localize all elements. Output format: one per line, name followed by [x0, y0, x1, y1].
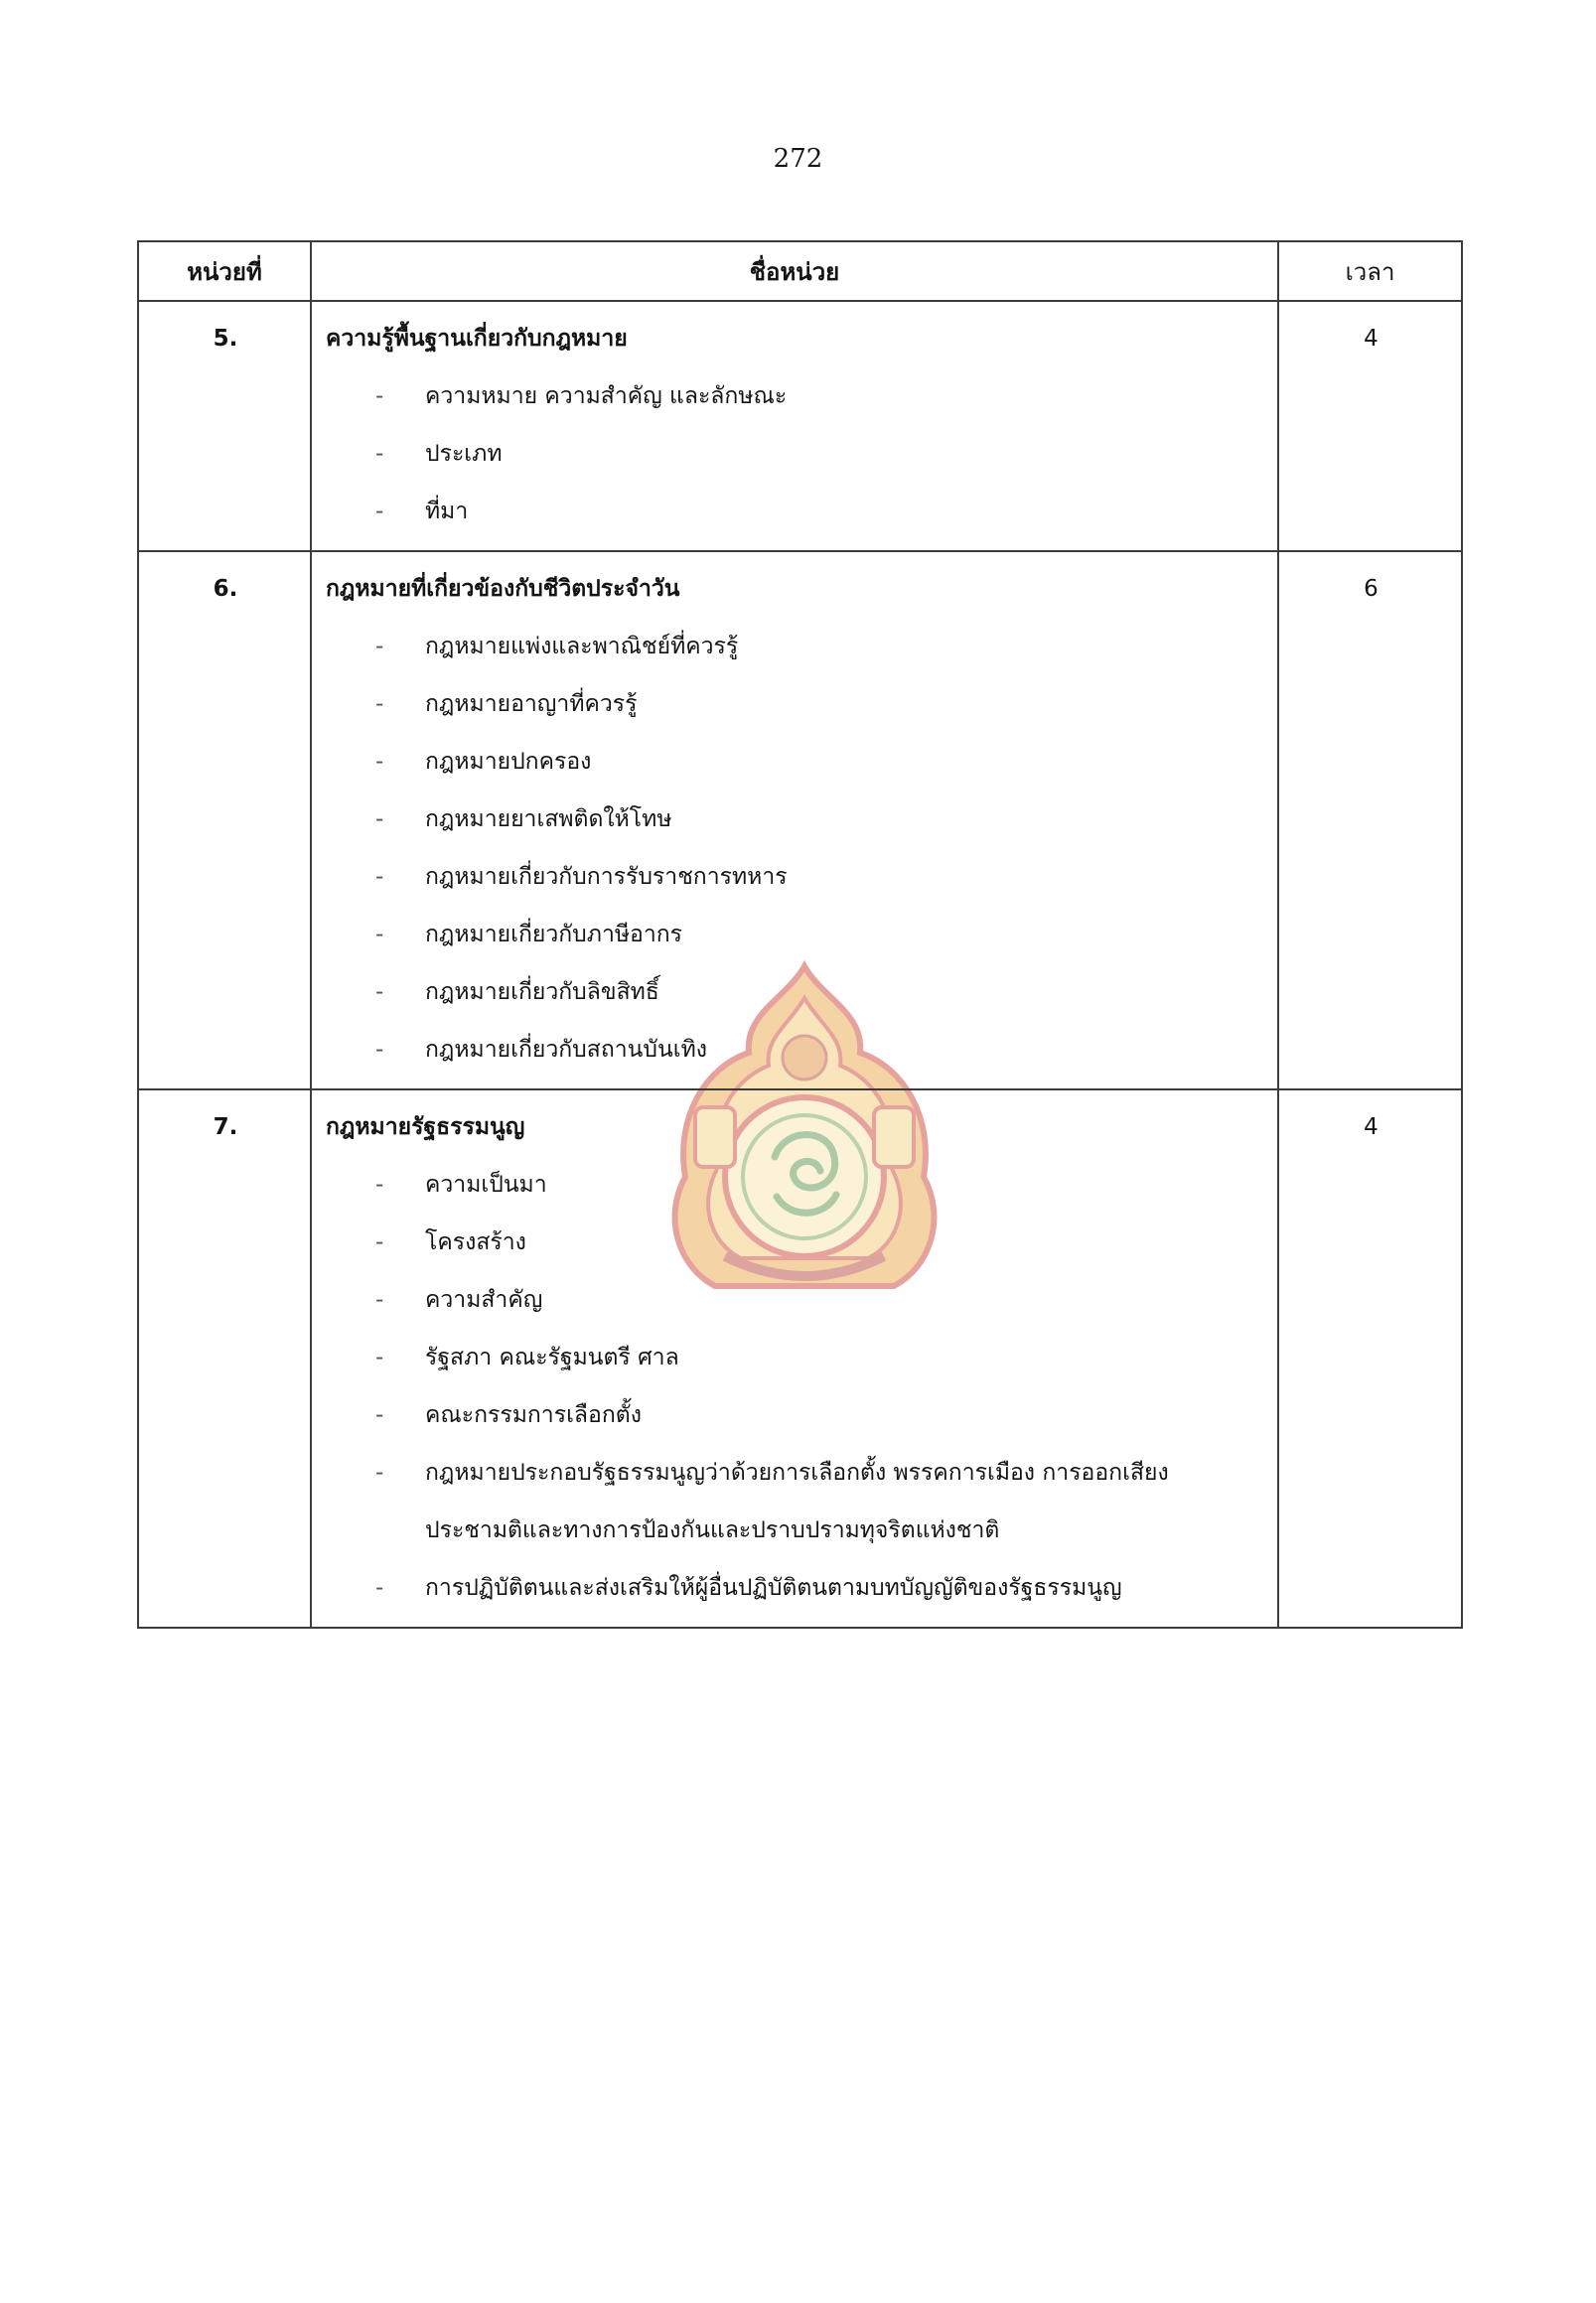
list-item: - รัฐสภา คณะรัฐมนตรี ศาล: [375, 1329, 1265, 1386]
list-item: - กฎหมายเกี่ยวกับลิขสิทธิ์: [375, 963, 1265, 1021]
unit-title: กฎหมายที่เกี่ยวข้องกับชีวิตประจำวัน: [326, 576, 680, 602]
list-item: - ความหมาย ความสำคัญ และลักษณะ: [375, 367, 1265, 425]
table-header-row: [138, 241, 1462, 301]
list-item: - ที่มา: [375, 483, 1265, 540]
course-units-table: [137, 240, 1463, 1629]
list-item: - คณะกรรมการเลือกตั้ง: [375, 1386, 1265, 1444]
unit-title: ความรู้พื้นฐานเกี่ยวกับกฎหมาย: [326, 326, 628, 352]
list-item: - กฎหมายปกครอง: [375, 733, 1265, 791]
page-number: 272: [773, 144, 823, 174]
topic-list: [326, 618, 1265, 1079]
list-item: - ความสำคัญ: [375, 1271, 1265, 1329]
unit-title: กฎหมายรัฐธรรมนูญ: [326, 1114, 525, 1140]
table-row: [138, 301, 1462, 551]
list-item: - กฎหมายเกี่ยวกับการรับราชการทหาร: [375, 848, 1265, 906]
list-item: - กฎหมายแพ่งและพาณิชย์ที่ควรรู้: [375, 618, 1265, 675]
unit-content: [311, 301, 1278, 551]
unit-content: [311, 551, 1278, 1089]
list-item: - กฎหมายยาเสพติดให้โทษ: [375, 791, 1265, 848]
unit-column-header: หน่วยที่: [138, 241, 311, 301]
list-item: - ประเภท: [375, 425, 1265, 483]
time-column-header: เวลา: [1278, 241, 1462, 301]
name-column-header: ชื่อหน่วย: [311, 241, 1278, 301]
unit-number: 5.: [138, 301, 311, 551]
unit-hours: 4: [1278, 1089, 1462, 1628]
unit-hours: 4: [1278, 301, 1462, 551]
list-item: - กฎหมายเกี่ยวกับสถานบันเทิง: [375, 1021, 1265, 1079]
list-item: - โครงสร้าง: [375, 1214, 1265, 1271]
list-item: - การปฏิบัติตนและส่งเสริมให้ผู้อื่นปฏิบัติตนตามบทบัญญัติของรัฐธรรมนูญ: [375, 1559, 1265, 1617]
unit-content: [311, 1089, 1278, 1628]
topic-list: [326, 367, 1265, 540]
unit-number: 7.: [138, 1089, 311, 1628]
table-row: [138, 1089, 1462, 1628]
unit-hours: 6: [1278, 551, 1462, 1089]
list-item: - กฎหมายประกอบรัฐธรรมนูญว่าด้วยการเลือกตั้ง พรรคการเมือง การออกเสียงประชามติและทางการป้องกันและปราบปรามทุจริตแห่งชาติ: [375, 1444, 1265, 1559]
list-item: - กฎหมายเกี่ยวกับภาษีอากร: [375, 906, 1265, 963]
unit-number: 6.: [138, 551, 311, 1089]
list-item: - ความเป็นมา: [375, 1156, 1265, 1214]
topic-list: [326, 1156, 1265, 1617]
table-row: [138, 551, 1462, 1089]
list-item: - กฎหมายอาญาที่ควรรู้: [375, 675, 1265, 733]
